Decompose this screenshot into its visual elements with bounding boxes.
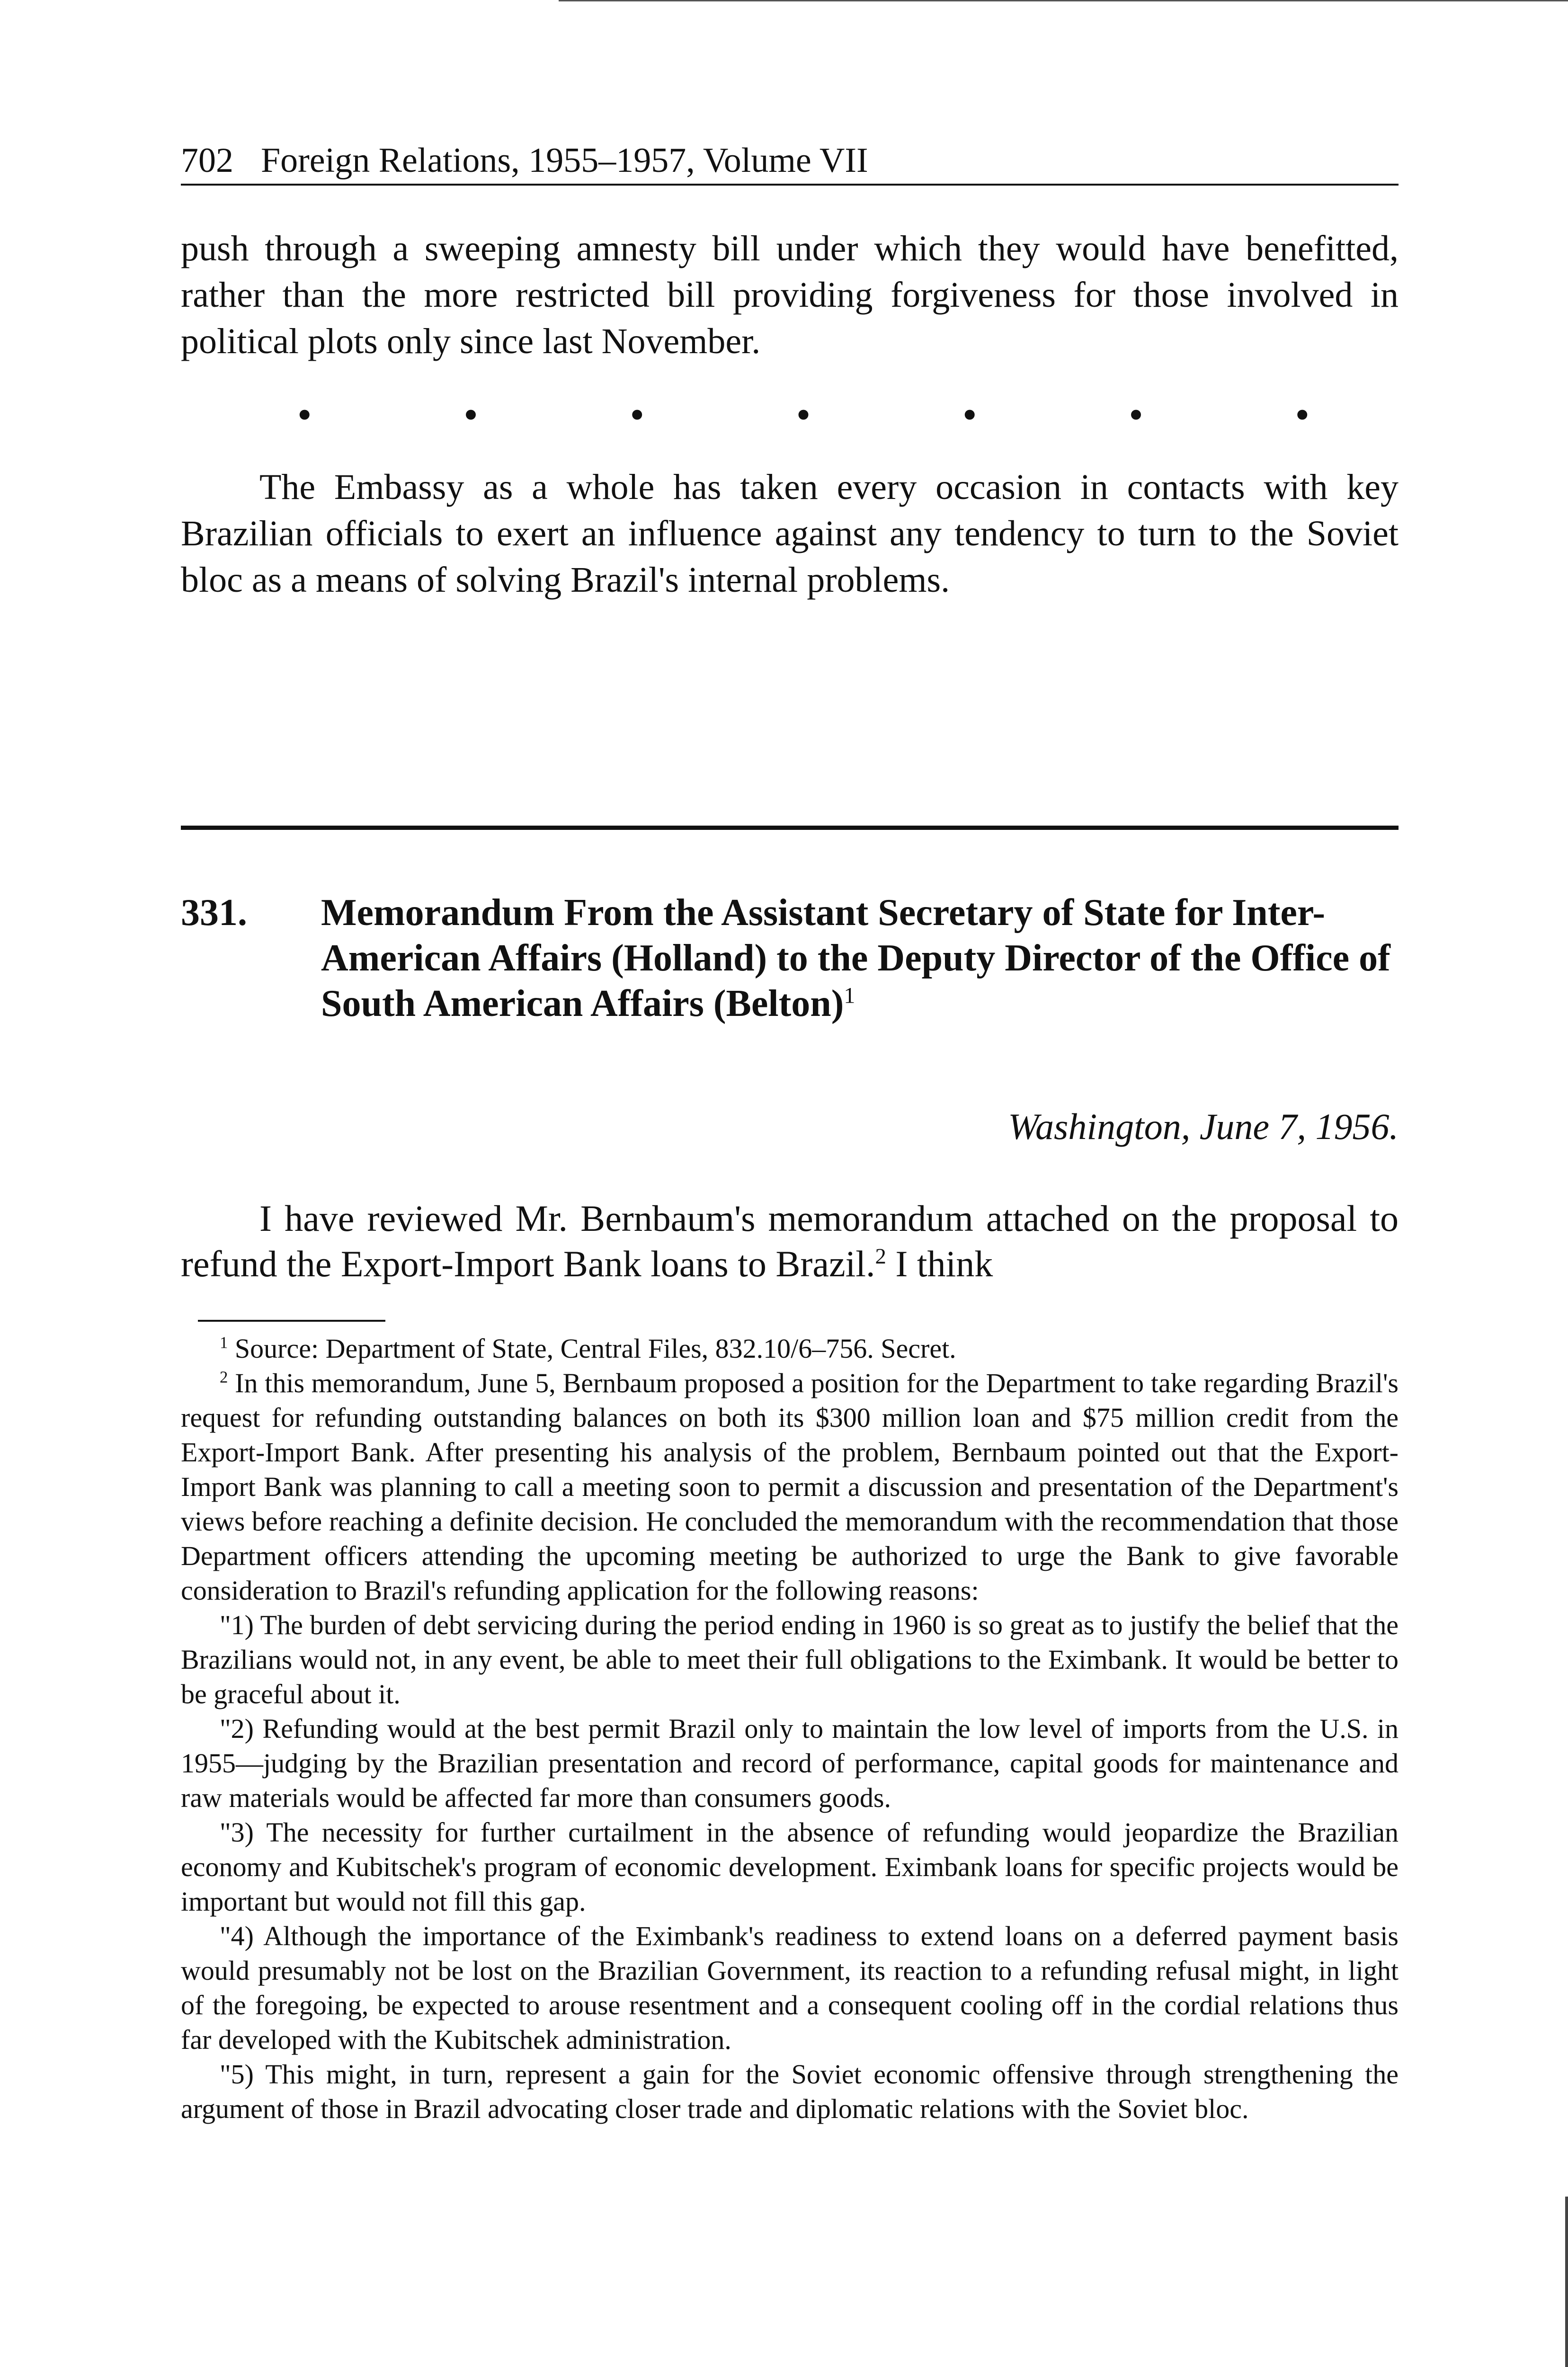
ellipsis-dot: • (1292, 396, 1312, 436)
footnote-text: In this memorandum, June 5, Bernbaum proposed a position for the Department to take regarding Brazil's request for refunding outstanding balances on both its $300 million loan and $75 million credit from the Export-Import Bank. After presenting his analysis of the problem, Bernbaum pointed out that the Export-Import Bank was planning to call a meeting soon to permit a discussion and presentation of the Department's views before reaching a definite decision. He concluded the memorandum with the recommendation that those Department officers attending the upcoming meeting be authorized to urge the Bank to give favorable consideration to Brazil's refunding application for the following reasons: (181, 1368, 1399, 1606)
page-number: 702 (181, 141, 233, 180)
footnote (181, 1331, 1399, 1366)
footnote-quote: "4) Although the importance of the Eximbank's readiness to extend loans on a deferred payment basis would presumably not be lost on the Brazilian Government, its reaction to a refunding refusal might, in light of the foregoing, be expected to arouse resentment and a consequent cooling off in the cordial relations thus far developed with the Kubitschek administration. (181, 1921, 1399, 2055)
document-title-text: Memorandum From the Assistant Secretary of State for Inter-American Affairs (Holland) to the Deputy Director of the Office of South American Affairs (Belton) (321, 892, 1390, 1024)
scan-edge-right (1565, 2197, 1568, 2367)
running-title: Foreign Relations, 1955–1957, Volume VII (261, 141, 868, 180)
section-divider (181, 826, 1399, 830)
footnote-ref[interactable]: 2 (875, 1244, 886, 1269)
embassy-paragraph: The Embassy as a whole has taken every occasion in contacts with key Brazilian officials to exert an influence against any tendency to turn to the Soviet bloc as a means of solving Brazil's internal problems. (181, 467, 1399, 600)
footnote-marker: 1 (220, 1333, 228, 1352)
ellipsis-dot: • (1126, 396, 1146, 436)
ellipsis-dot: • (960, 396, 980, 436)
footnote-marker: 2 (220, 1368, 228, 1387)
footnote-quote: "5) This might, in turn, represent a gain for the Soviet economic offensive through strengthening the argument of those in Brazil advocating closer trade and diplomatic relations with the Soviet bloc. (181, 2059, 1399, 2124)
ellipsis-dot: • (793, 396, 814, 436)
running-head (181, 137, 1399, 186)
document-number: 331. (181, 892, 247, 934)
dateline: Washington, June 7, 1956. (1008, 1106, 1399, 1147)
footnote (181, 1366, 1399, 1608)
footnote-ref[interactable]: 1 (844, 983, 855, 1008)
ellipsis-dots (294, 397, 1312, 435)
memo-body-continuation: I think (886, 1243, 993, 1284)
scan-edge-top (559, 0, 1568, 1)
continuation-paragraph: push through a sweeping amnesty bill under which they would have benefitted, rather than the more restricted bill providing forgiveness for those involved in political plots only since last November. (181, 229, 1399, 361)
memo-body (181, 1196, 1399, 1287)
footnote-text: Source: Department of State, Central Files, 832.10/6–756. Secret. (234, 1333, 956, 1364)
footnote-separator (198, 1320, 385, 1322)
document-title (321, 890, 1399, 1026)
footnotes (181, 1331, 1399, 2126)
memo-body-text: I have reviewed Mr. Bernbaum's memorandum attached on the proposal to refund the Export-Import Bank loans to Brazil. (181, 1198, 1399, 1284)
ellipsis-dot: • (627, 396, 647, 436)
ellipsis-dot: • (294, 396, 315, 436)
ellipsis-dot: • (461, 396, 481, 436)
footnote-quote: "3) The necessity for further curtailment in the absence of refunding would jeopardize the Brazilian economy and Kubitschek's program of economic development. Eximbank loans for specific projects would be important but would not fill this gap. (181, 1817, 1399, 1917)
footnote-quote: "2) Refunding would at the best permit Brazil only to maintain the low level of imports from the U.S. in 1955—judging by the Brazilian presentation and record of performance, capital goods for maintenance and raw materials would be affected far more than consumers goods. (181, 1713, 1399, 1813)
footnote-quote: "1) The burden of debt servicing during the period ending in 1960 is so great as to justify the belief that the Brazilians would not, in any event, be able to meet their full obligations to the Eximbank. It would be better to be graceful about it. (181, 1610, 1399, 1709)
